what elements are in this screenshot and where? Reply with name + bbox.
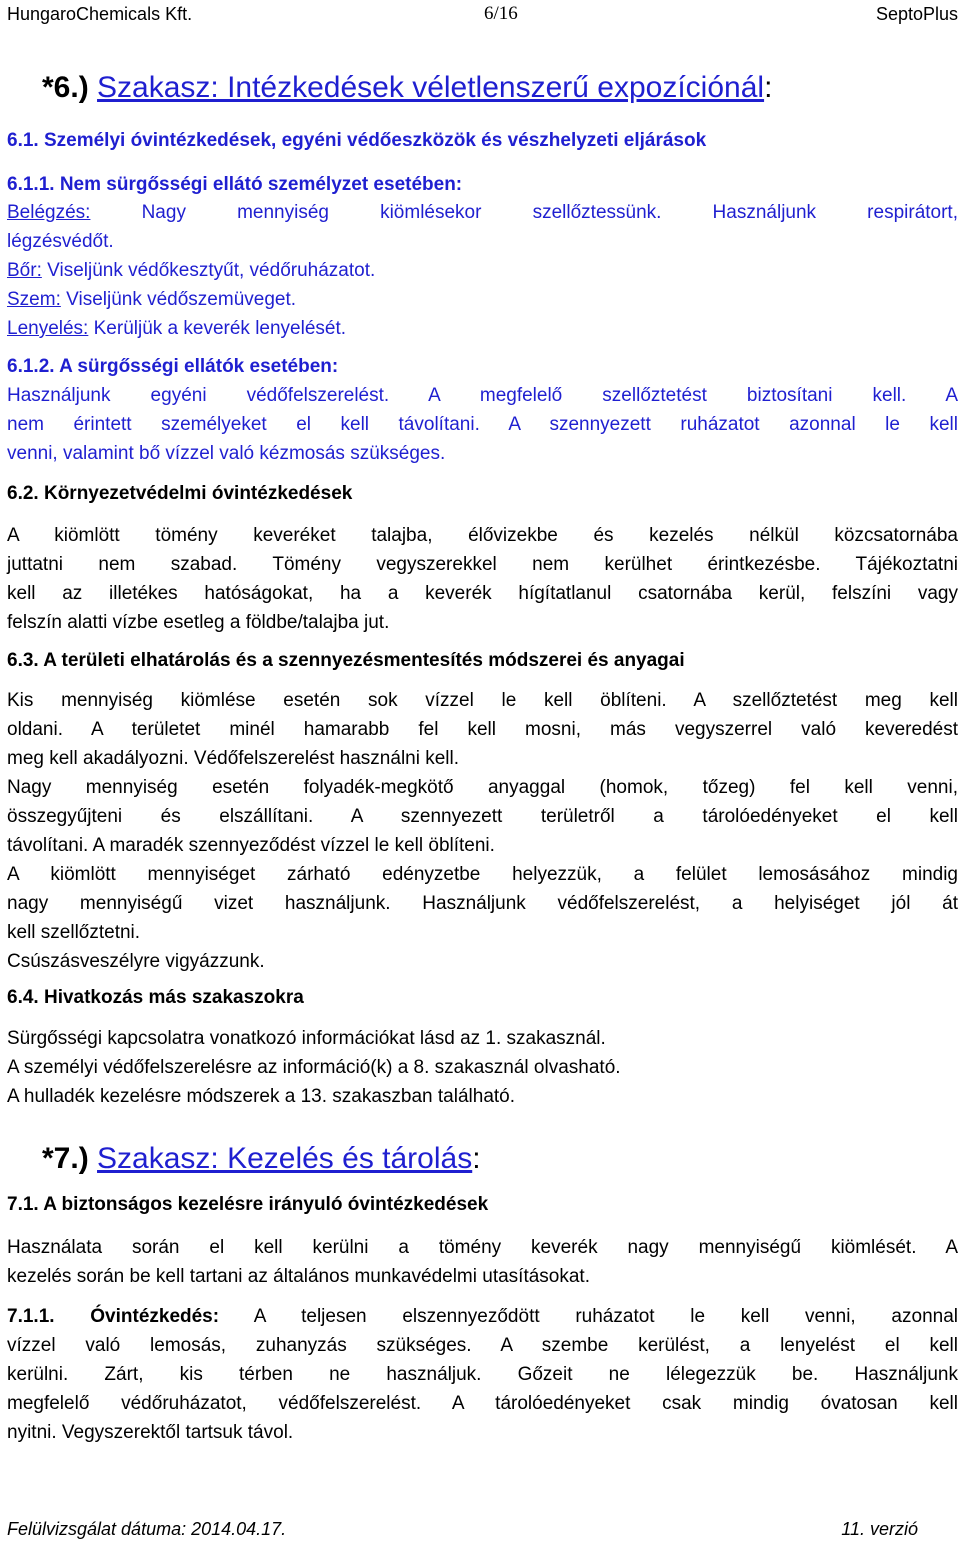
page-header — [7, 0, 958, 30]
heading-6-1-1: 6.1.1. Nem sürgősségi ellátó személyzet esetében: — [7, 174, 463, 195]
heading-6-1: 6.1. Személyi óvintézkedések, egyéni védőeszközök és vészhelyzeti eljárások — [7, 130, 707, 151]
text-line: Kis mennyiség kiömlése esetén sok vízzel le kell öblíteni. A szellőztetést meg kell — [7, 690, 958, 711]
heading-6-3: 6.3. A területi elhatárolás és a szennyezésmentesítés módszerei és anyagai — [7, 650, 685, 671]
footer-version: 11. verzió — [841, 1519, 918, 1539]
skin-line — [7, 256, 958, 285]
text-line: Használjunk egyéni védőfelszerelést. A megfelelő szellőztetést biztosítani kell. A — [7, 385, 958, 406]
text-line: nagy mennyiségű vizet használjunk. Használjunk védőfelszerelést, a helyiséget jól át — [7, 893, 958, 914]
breath-label: Belégzés: — [7, 202, 91, 223]
text-line: felszín alatti vízbe esetleg a földbe/talajba jut. — [7, 612, 390, 633]
skin-text: Viseljünk védőkesztyűt, védőruházatot. — [41, 260, 376, 281]
section-6-colon: : — [764, 71, 773, 104]
heading-6-2: 6.2. Környezetvédelmi óvintézkedések — [7, 483, 353, 504]
section-6-title-text: Szakasz: Intézkedések véletlenszerű expozíciónál — [97, 71, 765, 104]
text-line: nyitni. Vegyszerektől tartsuk távol. — [7, 1422, 294, 1443]
page-footer — [7, 1516, 958, 1542]
heading-7-1: 7.1. A biztonságos kezelésre irányuló óvintézkedések — [7, 1194, 489, 1215]
breath-paragraph — [7, 198, 958, 256]
breath-line-2: légzésvédőt. — [7, 231, 114, 252]
text-line — [7, 1302, 958, 1331]
heading-7-1-1: 7.1.1. Óvintézkedés: — [7, 1306, 220, 1327]
section-7-colon: : — [472, 1142, 481, 1175]
text-line: kell az illetékes hatóságokat, ha a keverék hígítatlanul csatornába kerül, felszíni vagy — [7, 583, 958, 604]
text-line: A hulladék kezelésre módszerek a 13. szakaszban található. — [7, 1086, 516, 1107]
heading-6-1-2: 6.1.2. A sürgősségi ellátók esetében: — [7, 356, 339, 377]
ingest-line — [7, 314, 958, 343]
paragraph-6-1-2 — [7, 381, 958, 468]
text-line: kezelés során be kell tartani az általános munkavédelmi utasításokat. — [7, 1266, 590, 1287]
text-run: A teljesen elszennyeződött ruházatot le kell venni, azonnal — [219, 1306, 958, 1327]
text-line: Sürgősségi kapcsolatra vonatkozó információkat lásd az 1. szakasznál. — [7, 1028, 606, 1049]
text-line: nem érintett személyeket el kell távolítani. A szennyezett ruházatot azonnal le kell — [7, 414, 958, 435]
ingest-text: Kerüljük a keverék lenyelését. — [88, 318, 347, 339]
paragraph-7-1-1 — [7, 1302, 958, 1447]
ingest-label: Lenyelés: — [7, 318, 89, 339]
text-line: távolítani. A maradék szennyeződést vízzel le kell öblíteni. — [7, 835, 495, 856]
section-7-number: *7.) — [42, 1142, 89, 1175]
heading-6-4: 6.4. Hivatkozás más szakaszokra — [7, 987, 304, 1008]
breath-text: Nagy mennyiség kiömlésekor szellőztessünk. Használjunk respirátort, — [90, 202, 958, 223]
header-page-number: 6/16 — [484, 3, 518, 24]
section-7-title-text: Szakasz: Kezelés és tárolás — [97, 1142, 473, 1175]
section-6-number: *6.) — [42, 71, 89, 104]
text-line: kerülni. Zárt, kis térben ne használjuk. Gőzeit ne lélegezzük be. Használjunk — [7, 1364, 958, 1385]
breath-line-1 — [7, 198, 958, 227]
text-line: kell szellőztetni. — [7, 922, 141, 943]
paragraph-6-4 — [7, 1024, 958, 1111]
text-line: megfelelő védőruházatot, védőfelszerelést. A tárolóedényeket csak mindig óvatosan kell — [7, 1393, 958, 1414]
paragraph-6-3 — [7, 686, 958, 976]
section-7-title — [42, 1141, 481, 1177]
text-line: venni, valamint bő vízzel való kézmosás szükséges. — [7, 443, 446, 464]
paragraph-7-1 — [7, 1233, 958, 1291]
section-6-title — [42, 70, 772, 106]
text-line: összegyűjteni és elszállítani. A szennyezett területről a tárolóedényeket el kell — [7, 806, 958, 827]
footer-review-date: Felülvizsgálat dátuma: 2014.04.17. — [7, 1519, 287, 1539]
text-line: oldani. A területet minél hamarabb fel kell mosni, más vegyszerrel való keveredést — [7, 719, 958, 740]
text-line: Nagy mennyiség esetén folyadék-megkötő anyaggal (homok, tőzeg) fel kell venni, — [7, 777, 958, 798]
eye-text: Viseljünk védőszemüveget. — [60, 289, 297, 310]
eye-label: Szem: — [7, 289, 61, 310]
header-company: HungaroChemicals Kft. — [7, 4, 193, 24]
text-line: A személyi védőfelszerelésre az információ(k) a 8. szakasznál olvasható. — [7, 1057, 621, 1078]
text-line: meg kell akadályozni. Védőfelszerelést használni kell. — [7, 748, 460, 769]
text-line: A kiömlött tömény keveréket talajba, élővizekbe és kezelés nélkül közcsatornába — [7, 525, 958, 546]
header-product: SeptoPlus — [875, 4, 958, 24]
text-line: A kiömlött mennyiséget zárható edényzetbe helyezzük, a felület lemosásához mindig — [7, 864, 958, 885]
text-line: juttatni nem szabad. Tömény vegyszerekkel nem kerülhet érintkezésbe. Tájékoztatni — [7, 554, 958, 575]
eye-line — [7, 285, 958, 314]
text-line: Használata során el kell kerülni a tömény keverék nagy mennyiségű kiömlését. A — [7, 1237, 958, 1258]
paragraph-6-2 — [7, 521, 958, 637]
skin-label: Bőr: — [7, 260, 42, 281]
text-line: Csúszásveszélyre vigyázzunk. — [7, 951, 265, 972]
text-line: vízzel való lemosás, zuhanyzás szükséges. A szembe kerülést, a lenyelést el kell — [7, 1335, 958, 1356]
